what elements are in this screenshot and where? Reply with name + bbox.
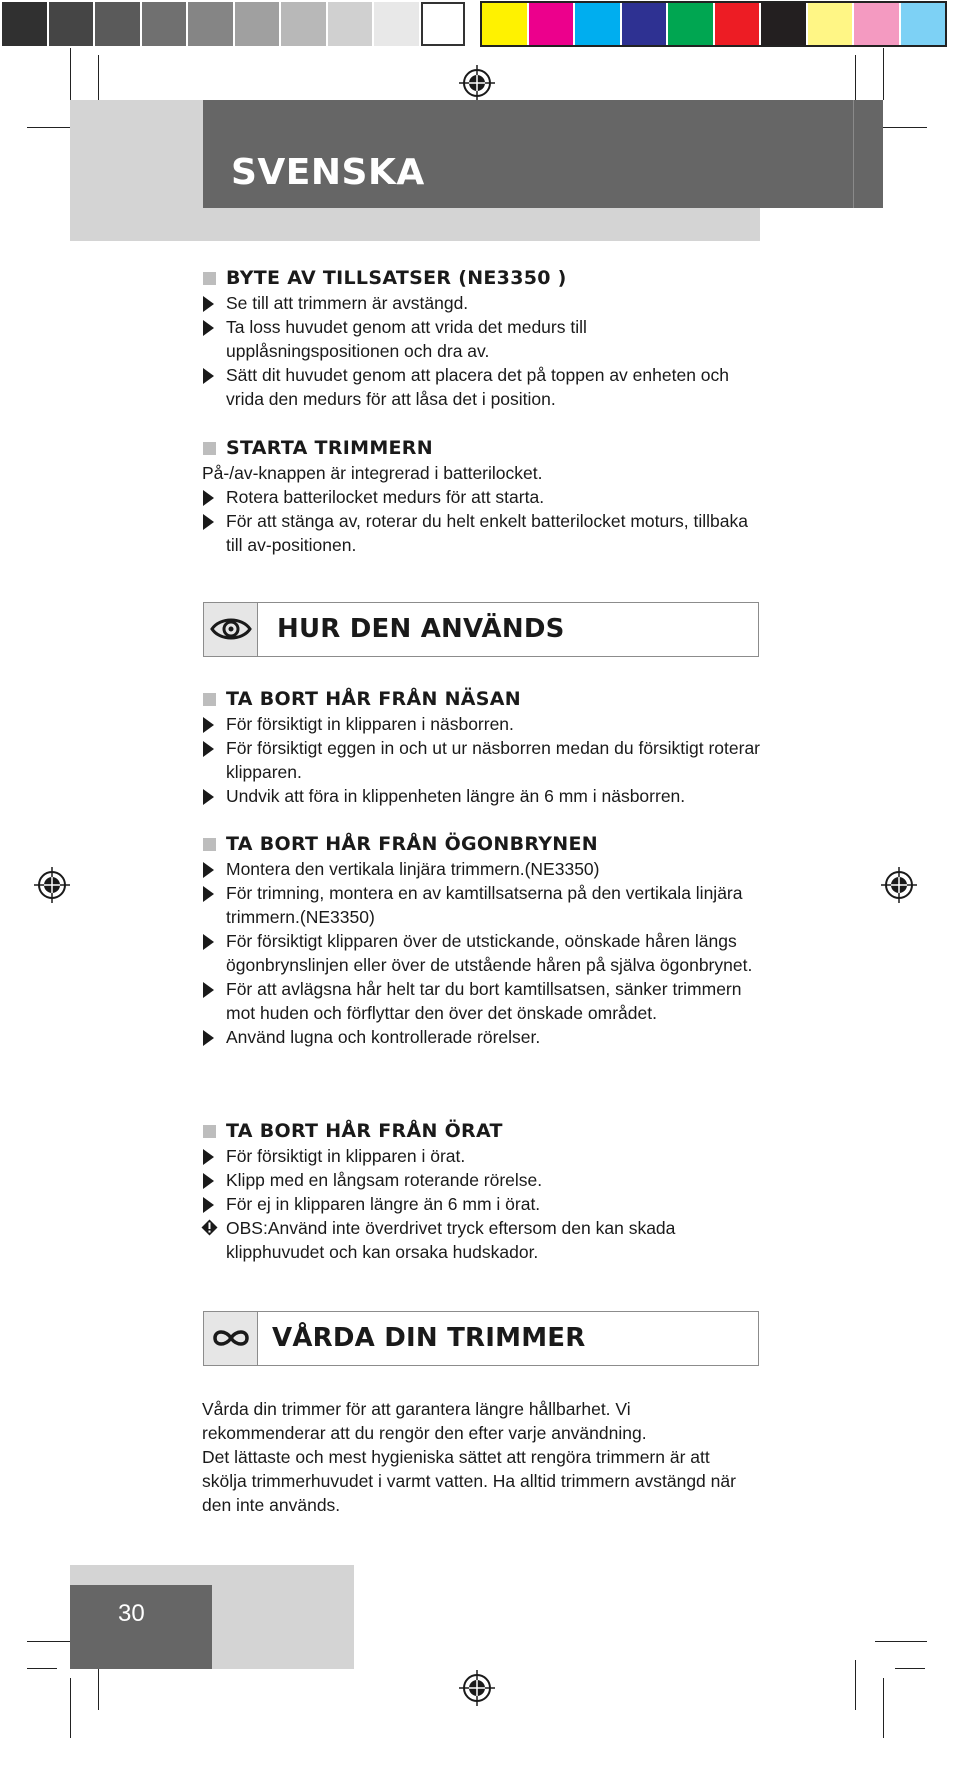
process-color-frame	[480, 1, 947, 47]
paragraph: Det lättaste och mest hygieniska sättet att rengöra trimmern är att skölja trimmerhuvudet i varmt vatten. Ha alltid trimmern avstängd när den inte används.	[202, 1447, 736, 1515]
crop-mark	[70, 1678, 71, 1738]
section-title: HUR DEN ANVÄNDS	[277, 614, 565, 644]
section-ogonbrynen	[203, 831, 763, 1049]
bullet-arrow-icon	[203, 741, 214, 757]
heading-square-icon	[203, 838, 216, 851]
section-icon-cell	[204, 1312, 258, 1365]
bullet-arrow-icon	[203, 1173, 214, 1189]
grayscale-swatch	[95, 2, 140, 46]
page-number: 30	[118, 1600, 145, 1627]
list-item: Montera den vertikala linjära trimmern.(NE3350)	[203, 857, 763, 881]
bullet-arrow-icon	[203, 862, 214, 878]
bullet-arrow-icon	[203, 717, 214, 733]
list-item: Rotera batterilocket medurs för att starta.	[203, 485, 763, 509]
section-orat	[203, 1118, 763, 1264]
list-item: Se till att trimmern är avstängd.	[203, 291, 763, 315]
crop-mark	[895, 1668, 925, 1669]
section-title: VÅRDA DIN TRIMMER	[272, 1323, 586, 1353]
bullet-arrow-icon	[203, 296, 214, 312]
list-item: För ej in klipparen längre än 6 mm i örat.	[203, 1192, 763, 1216]
grayscale-swatch	[421, 2, 466, 46]
page-title: SVENSKA	[231, 152, 425, 193]
heading-square-icon	[203, 1125, 216, 1138]
grayscale-swatch	[328, 2, 373, 46]
infinity-icon	[210, 1321, 252, 1355]
eye-icon	[210, 612, 252, 646]
list-item: För försiktigt in klipparen i örat.	[203, 1144, 763, 1168]
list-item: Klipp med en långsam roterande rörelse.	[203, 1168, 763, 1192]
grayscale-swatch	[281, 2, 326, 46]
bullet-arrow-icon	[203, 1030, 214, 1046]
bullet-arrow-icon	[203, 490, 214, 506]
list-item: Undvik att föra in klippenheten längre än 6 mm i näsborren.	[203, 784, 763, 808]
crop-mark	[855, 1660, 856, 1710]
bullet-arrow-icon	[203, 368, 214, 384]
grayscale-swatch	[2, 2, 47, 46]
warning-icon	[201, 1219, 218, 1236]
section-heading: TA BORT HÅR FRÅN NÄSAN	[203, 686, 763, 712]
list-item: Använd lugna och kontrollerade rörelser.	[203, 1025, 763, 1049]
section-heading: STARTA TRIMMERN	[203, 435, 763, 461]
grayscale-swatch	[235, 2, 280, 46]
bullet-arrow-icon	[203, 982, 214, 998]
paragraph: På-/av-knappen är integrerad i batterilocket.	[202, 463, 543, 483]
registration-mark-icon	[880, 866, 918, 904]
header-tab	[853, 100, 883, 208]
paragraph: Vårda din trimmer för att garantera längre hållbarhet. Vi rekommenderar att du rengör den efter varje användning.	[202, 1399, 647, 1443]
registration-mark-icon	[458, 1669, 496, 1707]
bullet-arrow-icon	[203, 1197, 214, 1213]
list-item: Sätt dit huvudet genom att placera det på toppen av enheten och vrida den medurs för att låsa det i position.	[203, 363, 763, 411]
section-heading: TA BORT HÅR FRÅN ÖGONBRYNEN	[203, 831, 763, 857]
grayscale-swatch	[188, 2, 233, 46]
list-item: Ta loss huvudet genom att vrida det medurs till upplåsningspositionen och dra av.	[203, 315, 763, 363]
list-item: För försiktigt klipparen över de utstickande, oönskade håren längs ögonbrynslinjen eller över de utstående håren på själva ögonbrynet.	[203, 929, 763, 977]
registration-mark-icon	[33, 866, 71, 904]
bullet-arrow-icon	[203, 1149, 214, 1165]
section-title-box	[203, 1311, 759, 1366]
section-nasan	[203, 686, 763, 808]
crop-mark	[875, 1641, 927, 1642]
list-item: För att avlägsna hår helt tar du bort kamtillsatsen, sänker trimmern mot huden och förflyttar den över det önskade området.	[203, 977, 763, 1025]
grayscale-swatch	[374, 2, 419, 46]
heading-square-icon	[203, 693, 216, 706]
warning-item: OBS:Använd inte överdrivet tryck eftersom den kan skada klipphuvudet och kan orsaka hudskador.	[203, 1216, 763, 1264]
section-heading: TA BORT HÅR FRÅN ÖRAT	[203, 1118, 763, 1144]
grayscale-swatch	[142, 2, 187, 46]
section-byte	[203, 265, 763, 411]
section-heading: BYTE AV TILLSATSER (NE3350 )	[203, 265, 763, 291]
list-item: För försiktigt in klipparen i näsborren.	[203, 712, 763, 736]
crop-mark	[70, 48, 71, 100]
heading-square-icon	[203, 272, 216, 285]
bullet-arrow-icon	[203, 886, 214, 902]
list-item: För att stänga av, roterar du helt enkelt batterilocket moturs, tillbaka till av-positionen.	[203, 509, 763, 557]
registration-mark-icon	[458, 64, 496, 102]
bullet-arrow-icon	[203, 514, 214, 530]
bullet-arrow-icon	[203, 789, 214, 805]
crop-mark	[883, 48, 884, 100]
crop-mark	[883, 1678, 884, 1738]
section-varda	[203, 1397, 763, 1517]
section-icon-cell	[204, 603, 258, 656]
bullet-arrow-icon	[203, 934, 214, 950]
section-title-box	[203, 602, 759, 657]
list-item: För försiktigt eggen in och ut ur näsborren medan du försiktigt roterar klipparen.	[203, 736, 763, 784]
heading-square-icon	[203, 442, 216, 455]
color-calibration-bar	[0, 0, 954, 48]
crop-mark	[27, 1668, 57, 1669]
section-starta	[203, 435, 763, 557]
bullet-arrow-icon	[203, 320, 214, 336]
list-item: För trimning, montera en av kamtillsatserna på den vertikala linjära trimmern.(NE3350)	[203, 881, 763, 929]
grayscale-swatch	[49, 2, 94, 46]
